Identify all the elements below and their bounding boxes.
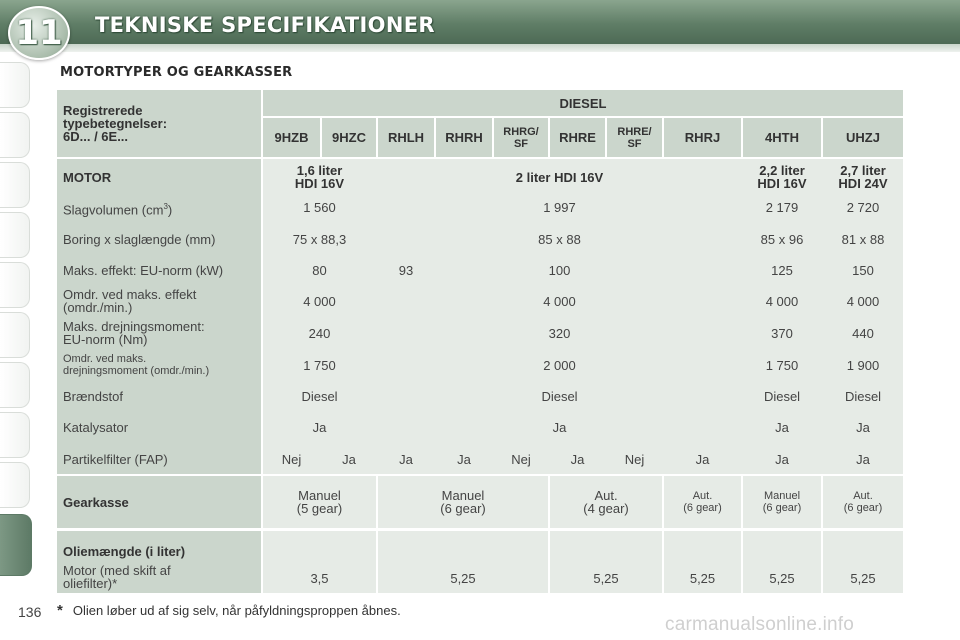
reg-label-line: 6D... / 6E...	[63, 129, 129, 144]
value-cell: 150	[852, 262, 874, 278]
reg-label-line: Registrerede	[63, 103, 143, 118]
value-cell: 1 900	[846, 357, 880, 373]
value-cell: 1 997	[543, 199, 576, 215]
value-cell: 440	[852, 325, 874, 341]
chapter-tab[interactable]	[0, 262, 30, 308]
value-cell: 1 560	[303, 199, 336, 215]
value-cell: Diesel	[301, 388, 338, 404]
value-cell: 1 750	[765, 357, 799, 373]
label-sup: 3	[163, 202, 168, 211]
chapter-tab[interactable]	[0, 62, 30, 108]
label-line: EU-norm (Nm)	[63, 332, 148, 347]
value-cell: 2 720	[846, 199, 880, 215]
row-label-omdr-effekt	[57, 287, 261, 315]
code-9hzb: 9HZB	[263, 118, 320, 157]
row-label-drejningsmoment	[57, 319, 261, 347]
gear-line: Aut.	[692, 490, 713, 502]
row-label-partikelfilter: Partikelfilter (FAP)	[63, 451, 168, 467]
code-9hzc: 9HZC	[322, 118, 376, 157]
chapter-tab[interactable]	[0, 362, 30, 408]
label-line: drejningsmoment (omdr./min.)	[63, 365, 210, 377]
gear-cell	[664, 476, 741, 528]
value-cell: Nej	[624, 451, 645, 467]
value-cell: 4 000	[543, 293, 576, 309]
motor-line: 2,7 liter	[840, 163, 886, 178]
row-label-braendstof: Brændstof	[63, 388, 123, 404]
footnote-text: Olien løber ud af sig selv, når påfyldningsproppen åbnes.	[72, 603, 401, 618]
value-cell: Nej	[281, 451, 302, 467]
code-4hth: 4HTH	[743, 118, 821, 157]
value-cell: Ja	[775, 419, 789, 435]
motor-16	[263, 162, 376, 192]
gear-line: (4 gear)	[583, 501, 629, 516]
row-label-effekt: Maks. effekt: EU-norm (kW)	[63, 262, 224, 278]
motor-label: MOTOR	[63, 169, 112, 185]
page-title: TEKNISKE SPECIFIKATIONER	[95, 13, 435, 37]
motor-20: 2 liter HDI 16V	[515, 169, 604, 185]
gear-line: Aut.	[594, 488, 618, 503]
chapter-tab[interactable]	[0, 412, 30, 458]
label-line: (omdr./min.)	[63, 300, 133, 315]
value-cell: Nej	[511, 451, 531, 467]
chapter-tab[interactable]	[0, 312, 30, 358]
code-part: RHRE/	[617, 125, 652, 138]
footnote	[57, 602, 401, 619]
row-label-boring: Boring x slaglængde (mm)	[63, 231, 216, 247]
row-label-oliemaengde	[57, 531, 261, 593]
value-cell: 1 750	[303, 357, 336, 373]
value-cell: Diesel	[763, 388, 801, 404]
code-rhlh: RHLH	[378, 118, 434, 157]
gear-line: Manuel	[441, 488, 485, 503]
code-rhrh: RHRH	[436, 118, 492, 157]
value-cell: 4 000	[765, 293, 799, 309]
value-cell: Ja	[856, 451, 870, 467]
code-part: SF	[513, 137, 529, 150]
footnote-mark: *	[57, 602, 63, 619]
header-band	[0, 44, 960, 52]
chapter-tabs	[0, 62, 34, 622]
value-cell: 240	[308, 325, 331, 341]
gear-line: Manuel	[298, 488, 341, 503]
chapter-tab-active[interactable]	[0, 514, 32, 576]
motor-line: HDI 16V	[757, 176, 807, 191]
gear-cell	[263, 476, 376, 528]
value-cell: Diesel	[541, 388, 578, 404]
value-cell: 370	[771, 325, 793, 341]
watermark: carmanualsonline.info	[665, 614, 855, 635]
code-rhre: RHRE	[550, 118, 605, 157]
chapter-tab[interactable]	[0, 112, 30, 158]
gear-line: (6 gear)	[440, 501, 486, 516]
oil-title: Oliemængde (i liter)	[63, 544, 186, 559]
value-cell: Ja	[399, 451, 413, 467]
value-cell: 320	[548, 325, 571, 341]
value-cell: 4 000	[846, 293, 880, 309]
gear-cell	[378, 476, 548, 528]
section-title: MOTORTYPER OG GEARKASSER	[60, 65, 293, 80]
oil-sub: oliefilter)*	[63, 576, 118, 591]
row-label-gearkasse: Gearkasse	[57, 476, 261, 528]
code-rhrg-sf	[494, 118, 548, 157]
code-uhzj: UHZJ	[823, 118, 903, 157]
code-part: RHRG/	[503, 125, 539, 138]
row-label-omdr-drejningsmoment	[57, 351, 261, 379]
value-cell: 4 000	[303, 293, 336, 309]
value-cell: 2 000	[543, 357, 576, 373]
value-cell: 2 179	[765, 199, 799, 215]
gear-cell	[743, 476, 821, 528]
value-cell: Ja	[695, 451, 710, 467]
chapter-tab[interactable]	[0, 212, 30, 258]
diesel-header: DIESEL	[263, 90, 903, 116]
label-text: )	[167, 202, 173, 218]
value-cell: Ja	[552, 419, 567, 435]
gear-cell	[823, 476, 903, 528]
value-cell: 80	[312, 262, 327, 278]
oil-cell: 5,25	[823, 531, 903, 593]
label-text: Slagvolumen (cm	[63, 202, 164, 218]
gear-line: (6 gear)	[683, 502, 722, 514]
row-label-slagvolumen	[57, 194, 261, 220]
value-cell: Ja	[570, 451, 585, 467]
label-line: Maks. drejningsmoment:	[63, 319, 205, 334]
reg-label-line: typebetegnelser:	[63, 116, 168, 131]
chapter-tab[interactable]	[0, 162, 30, 208]
motor-27	[823, 162, 903, 192]
value-cell: 85 x 88	[538, 231, 581, 247]
value-cell: 93	[398, 262, 414, 278]
gear-line: Aut.	[853, 490, 873, 502]
value-cell: Ja	[856, 419, 870, 435]
oil-cell: 5,25	[664, 531, 741, 593]
oil-cell: 3,5	[263, 531, 376, 593]
label-line: Omdr. ved maks.	[63, 353, 147, 365]
oil-cell: 5,25	[378, 531, 548, 593]
value-cell: Diesel	[844, 388, 882, 404]
value-cell: 85 x 96	[760, 231, 804, 247]
code-rhrj: RHRJ	[664, 118, 741, 157]
page-number: 136	[18, 604, 42, 620]
code-rhre-sf	[607, 118, 662, 157]
motor-line: HDI 24V	[838, 176, 888, 191]
motor-line: 1,6 liter	[296, 163, 343, 178]
oil-cell: 5,25	[550, 531, 662, 593]
motor-line: 2,2 liter	[759, 163, 805, 178]
chapter-badge: 11	[8, 6, 70, 60]
row-label-katalysator: Katalysator	[63, 419, 129, 435]
gear-line: Manuel	[763, 490, 801, 502]
gear-line: (6 gear)	[762, 502, 802, 514]
gear-cell	[550, 476, 662, 528]
motor-22	[743, 162, 821, 192]
value-cell: 75 x 88,3	[292, 231, 347, 247]
value-cell: Ja	[342, 451, 356, 467]
value-cell: Ja	[775, 451, 789, 467]
value-cell: Ja	[312, 419, 327, 435]
gear-line: (5 gear)	[296, 501, 343, 516]
value-cell: 125	[771, 262, 793, 278]
value-cell: 81 x 88	[841, 231, 885, 247]
oil-cell: 5,25	[743, 531, 821, 593]
reg-label-cell	[57, 90, 261, 157]
motor-line: HDI 16V	[294, 176, 345, 191]
code-part: SF	[627, 137, 642, 150]
page-header	[0, 0, 960, 56]
value-cell: 100	[548, 262, 571, 278]
chapter-tab[interactable]	[0, 462, 30, 508]
label-line: Omdr. ved maks. effekt	[63, 287, 197, 302]
oil-sub: Motor (med skift af	[63, 563, 171, 578]
value-cell: Ja	[457, 451, 471, 467]
gear-line: (6 gear)	[843, 502, 883, 514]
